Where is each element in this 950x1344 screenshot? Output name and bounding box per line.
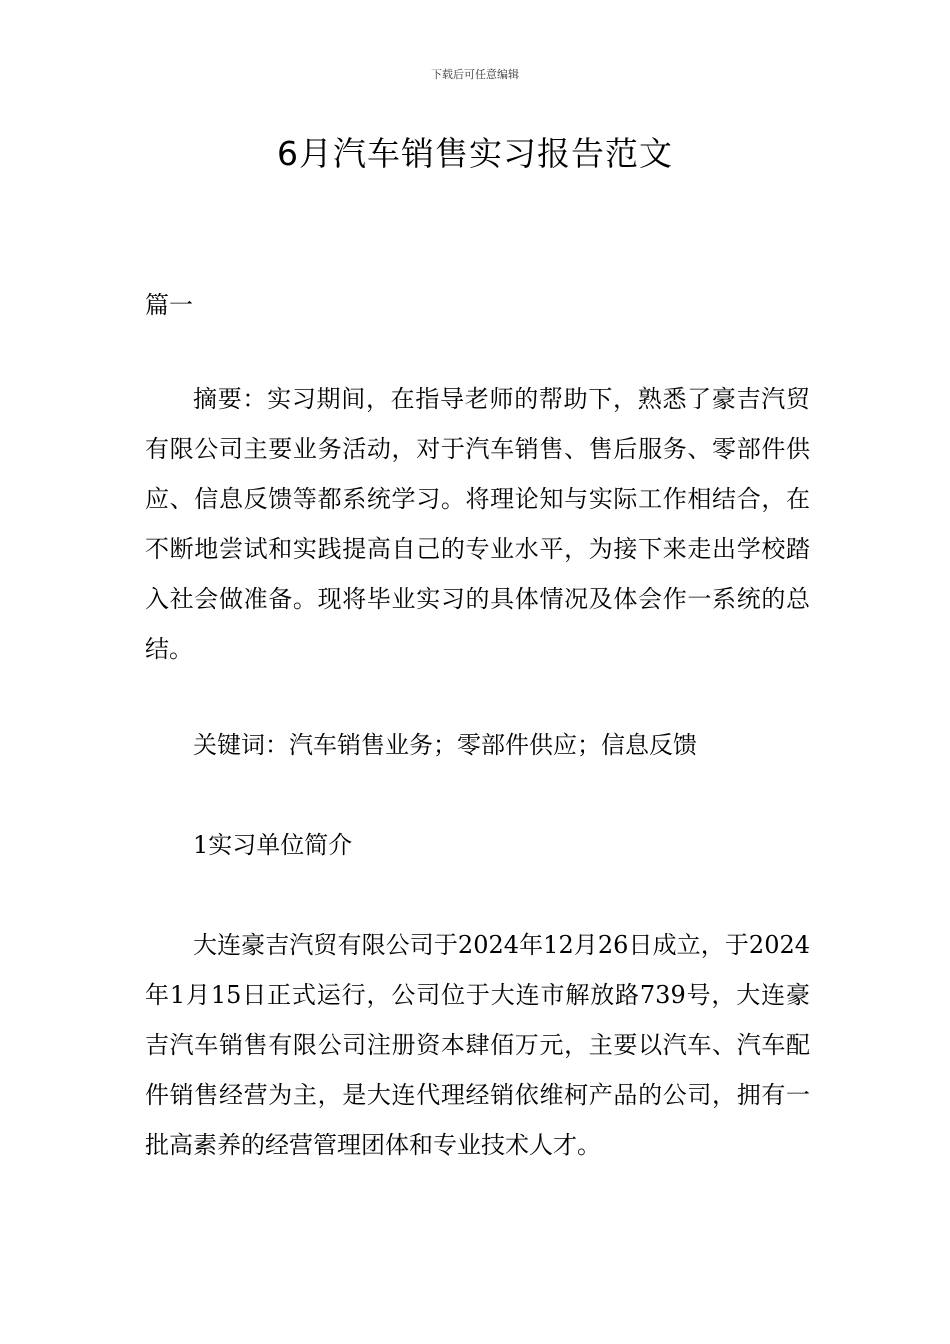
section-heading: 1实习单位简介 <box>193 831 353 859</box>
section-label: 篇一 <box>145 291 193 319</box>
keywords-paragraph: 关键词：汽车销售业务；零部件供应；信息反馈 <box>193 731 697 759</box>
page-header-note: 下载后可任意编辑 <box>431 68 519 81</box>
document-title: 6月汽车销售实习报告范文 <box>277 134 673 173</box>
abstract-paragraph: 摘要：实习期间，在指导老师的帮助下，熟悉了豪吉汽贸有限公司主要业务活动，对于汽车销售、售后服务、零部件供应、信息反馈等都系统学习。将理论知与实际工作相结合，在不断地尝试和实践提高自己的专业水平，为接下来走出学校踏入社会做准备。现将毕业实习的具体情况及体会作一系统的总结。 <box>145 385 810 663</box>
company-intro-paragraph: 大连豪吉汽贸有限公司于2024年12月26日成立，于2024年1月15日正式运行，公司位于大连市解放路739号，大连豪吉汽车销售有限公司注册资本肆佰万元，主要以汽车、汽车配件销售经营为主，是大连代理经销依维柯产品的公司，拥有一批高素养的经营管理团体和专业技术人才。 <box>145 931 810 1159</box>
